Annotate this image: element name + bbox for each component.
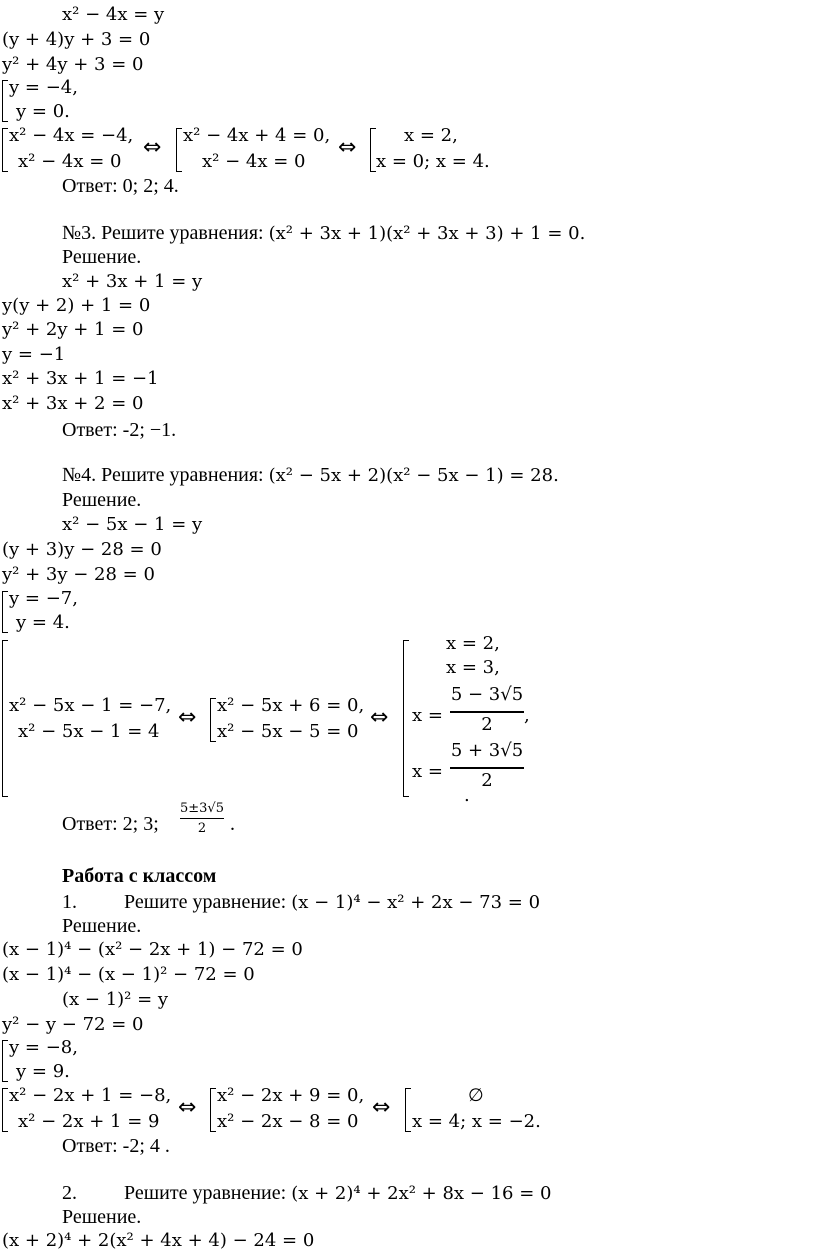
bracket: [2, 640, 8, 797]
answer-fraction-numerator: 5±3√5: [180, 801, 224, 816]
answer: Ответ: 0; 2; 4.: [62, 175, 179, 197]
answer-fraction-denominator: 2: [197, 821, 207, 836]
fraction-bar: [450, 767, 524, 769]
bracket: [2, 591, 8, 633]
equivalence-arrow: ⇔: [143, 135, 162, 160]
task-title-text: №4. Решите уравнения:: [62, 464, 269, 486]
eq-line: x² + 3x + 1 = −1: [2, 368, 159, 389]
equivalence-arrow: ⇔: [370, 705, 389, 730]
bracket: [176, 128, 182, 172]
eq-line: x² − 5x − 5 = 0: [217, 721, 359, 742]
eq-line: x² − 4x = −4,: [9, 125, 134, 146]
bracket: [405, 1088, 411, 1132]
bracket: [2, 1040, 8, 1082]
eq-line: y² − y − 72 = 0: [2, 1014, 144, 1035]
task-title-text: №3. Решите уравнения:: [62, 222, 269, 244]
answer-tail: .: [230, 813, 235, 835]
solution-label: Решение.: [62, 915, 142, 937]
solution-label: Решение.: [62, 246, 142, 268]
equivalence-arrow: ⇔: [372, 1095, 391, 1120]
eq-line: x² − 2x − 8 = 0: [217, 1111, 359, 1132]
eq-line: (x − 1)⁴ − (x² − 2x + 1) − 72 = 0: [2, 939, 303, 960]
exercise-title: [124, 890, 540, 915]
bracket: [210, 698, 216, 742]
eq-line: x² − 2x + 9 = 0,: [217, 1085, 365, 1106]
fraction-bar: [450, 711, 524, 713]
exercise-title-text: Решите уравнение:: [124, 1182, 292, 1204]
eq-line: .: [464, 785, 470, 806]
eq-line: x =: [412, 761, 443, 782]
eq-line: x = 2,: [404, 125, 458, 146]
exercise-title-text: Решите уравнение:: [124, 891, 292, 913]
eq-line: x² − 5x − 1 = y: [62, 514, 203, 535]
bracket: [2, 128, 8, 172]
eq-line: x² − 5x − 1 = −7,: [9, 695, 172, 716]
eq-line: (x − 1)⁴ − (x − 1)² − 72 = 0: [2, 964, 255, 985]
task-title: [62, 463, 559, 488]
eq-line: y² + 3y − 28 = 0: [2, 564, 155, 585]
fraction-numerator: 5 + 3√5: [450, 740, 524, 761]
eq-line: x² − 4x = 0: [18, 151, 122, 172]
eq-line: x² + 3x + 2 = 0: [2, 393, 144, 414]
fraction-numerator: 5 − 3√5: [450, 684, 524, 705]
task-title-equation: (x² − 5x + 2)(x² − 5x − 1) = 28.: [268, 465, 559, 486]
eq-line: (x + 2)⁴ + 2(x² + 4x + 4) − 24 = 0: [2, 1230, 315, 1251]
solution-label: Решение.: [62, 489, 142, 511]
eq-line: y² + 2y + 1 = 0: [2, 319, 144, 340]
eq-line: x² + 3x + 1 = y: [62, 271, 203, 292]
fraction-denominator: 2: [481, 770, 493, 791]
bracket: [2, 1088, 8, 1132]
exercise-number: 1.: [62, 891, 77, 913]
eq-line: x² − 2x + 1 = 9: [18, 1111, 160, 1132]
eq-line: (y + 4)y + 3 = 0: [2, 29, 151, 50]
exercise-title: [124, 1181, 551, 1206]
solution-label: Решение.: [62, 1206, 142, 1228]
eq-line: y = 9.: [16, 1061, 70, 1082]
eq-line: x² − 4x = 0: [202, 151, 306, 172]
eq-line: y = 0.: [16, 101, 70, 122]
exercise-title-equation: (x + 2)⁴ + 2x² + 8x − 16 = 0: [291, 1183, 552, 1204]
task-title: [62, 221, 585, 246]
bracket: [403, 640, 409, 797]
equivalence-arrow: ⇔: [178, 1095, 197, 1120]
eq-line: y = −1: [2, 344, 66, 365]
task-title-equation: (x² + 3x + 1)(x² + 3x + 3) + 1 = 0.: [268, 223, 586, 244]
eq-line: y = 4.: [16, 612, 70, 633]
exercise-number: 2.: [62, 1182, 77, 1204]
eq-line: x = 0; x = 4.: [376, 151, 490, 172]
fraction-denominator: 2: [481, 714, 493, 735]
bracket: [2, 80, 8, 122]
equivalence-arrow: ⇔: [338, 135, 357, 160]
eq-line: x² − 2x + 1 = −8,: [9, 1085, 172, 1106]
eq-line: y(y + 2) + 1 = 0: [2, 295, 151, 316]
eq-line: y = −7,: [9, 588, 78, 609]
eq-line: x = 2,: [446, 633, 500, 654]
section-heading: Работа с классом: [62, 865, 217, 887]
eq-line: x² − 5x − 1 = 4: [18, 721, 160, 742]
fraction-bar: [180, 818, 224, 819]
eq-line: (y + 3)y − 28 = 0: [2, 539, 162, 560]
eq-line: (x − 1)² = y: [62, 989, 169, 1010]
eq-line: x² − 5x + 6 = 0,: [217, 695, 365, 716]
answer: Ответ: 2; 3;: [62, 813, 159, 835]
eq-line: x =: [412, 705, 443, 726]
empty-set: ∅: [468, 1085, 484, 1106]
answer: Ответ: -2; −1.: [62, 419, 177, 441]
bracket: [210, 1088, 216, 1132]
eq-line: y² + 4y + 3 = 0: [2, 54, 144, 75]
equivalence-arrow: ⇔: [178, 705, 197, 730]
eq-line: x² − 4x + 4 = 0,: [183, 125, 331, 146]
eq-line: x = 3,: [446, 657, 500, 678]
eq-line: x² − 4x = y: [62, 4, 165, 25]
eq-line: ,: [524, 705, 530, 726]
eq-line: x = 4; x = −2.: [412, 1111, 541, 1132]
eq-line: y = −4,: [9, 77, 78, 98]
answer: Ответ: -2; 4 .: [62, 1135, 170, 1157]
eq-line: y = −8,: [9, 1037, 78, 1058]
exercise-title-equation: (x − 1)⁴ − x² + 2x − 73 = 0: [291, 892, 541, 913]
